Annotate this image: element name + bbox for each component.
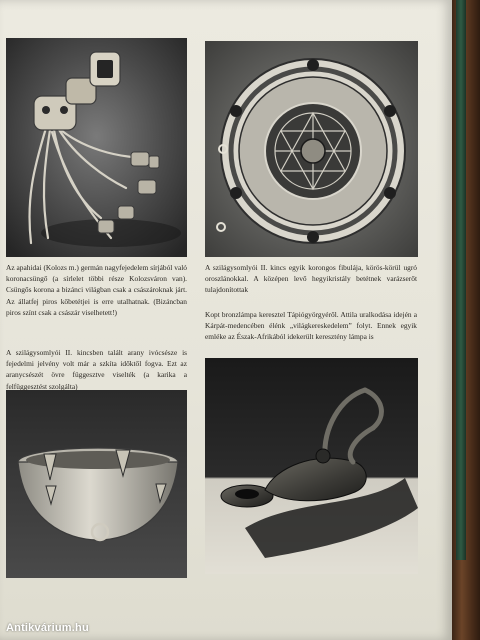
bowl-caption: A szilágysomlyói II. kincsben talált arany ivócsésze is fejedelmi jelvény volt már a szkíta időktől fogva. Ezt az aranycsészét övre függesztve viselték (a karika a felfüggesztést szolgálta)	[6, 348, 187, 391]
fibula-caption: A szilágysomlyói II. kincs egyik korongos fibulája, körös-körül ugró oroszlánokkal. A középen levő hegyikristály betétnek varázserőt tulajdonítottak	[205, 263, 417, 295]
fibula-photo	[205, 41, 418, 257]
bowl-image	[6, 390, 187, 578]
fibula-image	[205, 41, 418, 257]
crown-pendant-image	[6, 38, 187, 257]
watermark: Antikvárium.hu	[6, 622, 89, 634]
bowl-photo	[6, 390, 187, 578]
crown-pendant-caption: Az apahidai (Kolozs m.) germán nagyfejedelem sírjából való koronacsüngő (a sírlelet többi része Kolozsváron van). Csüngős korona a bizánci világban csak a császároknak járt. Az állatfej piros kőbetétjei is erre utalhatnak. (Bizáncban piros színt csak a császár viselhetett!)	[6, 263, 187, 317]
book-spine-cloth	[456, 0, 466, 560]
crown-pendant-photo	[6, 38, 187, 257]
lamp-photo	[205, 358, 418, 574]
lamp-image	[205, 358, 418, 574]
lamp-caption: Kopt bronzlámpa keresztel Tápiógyörgyéről. Attila uralkodása idején a Kárpát-medencében élénk „világkereskedelem” folyt. Ennek egyik emléke az Észak-Afrikából idekerült keresztény lámpa is	[205, 310, 417, 342]
